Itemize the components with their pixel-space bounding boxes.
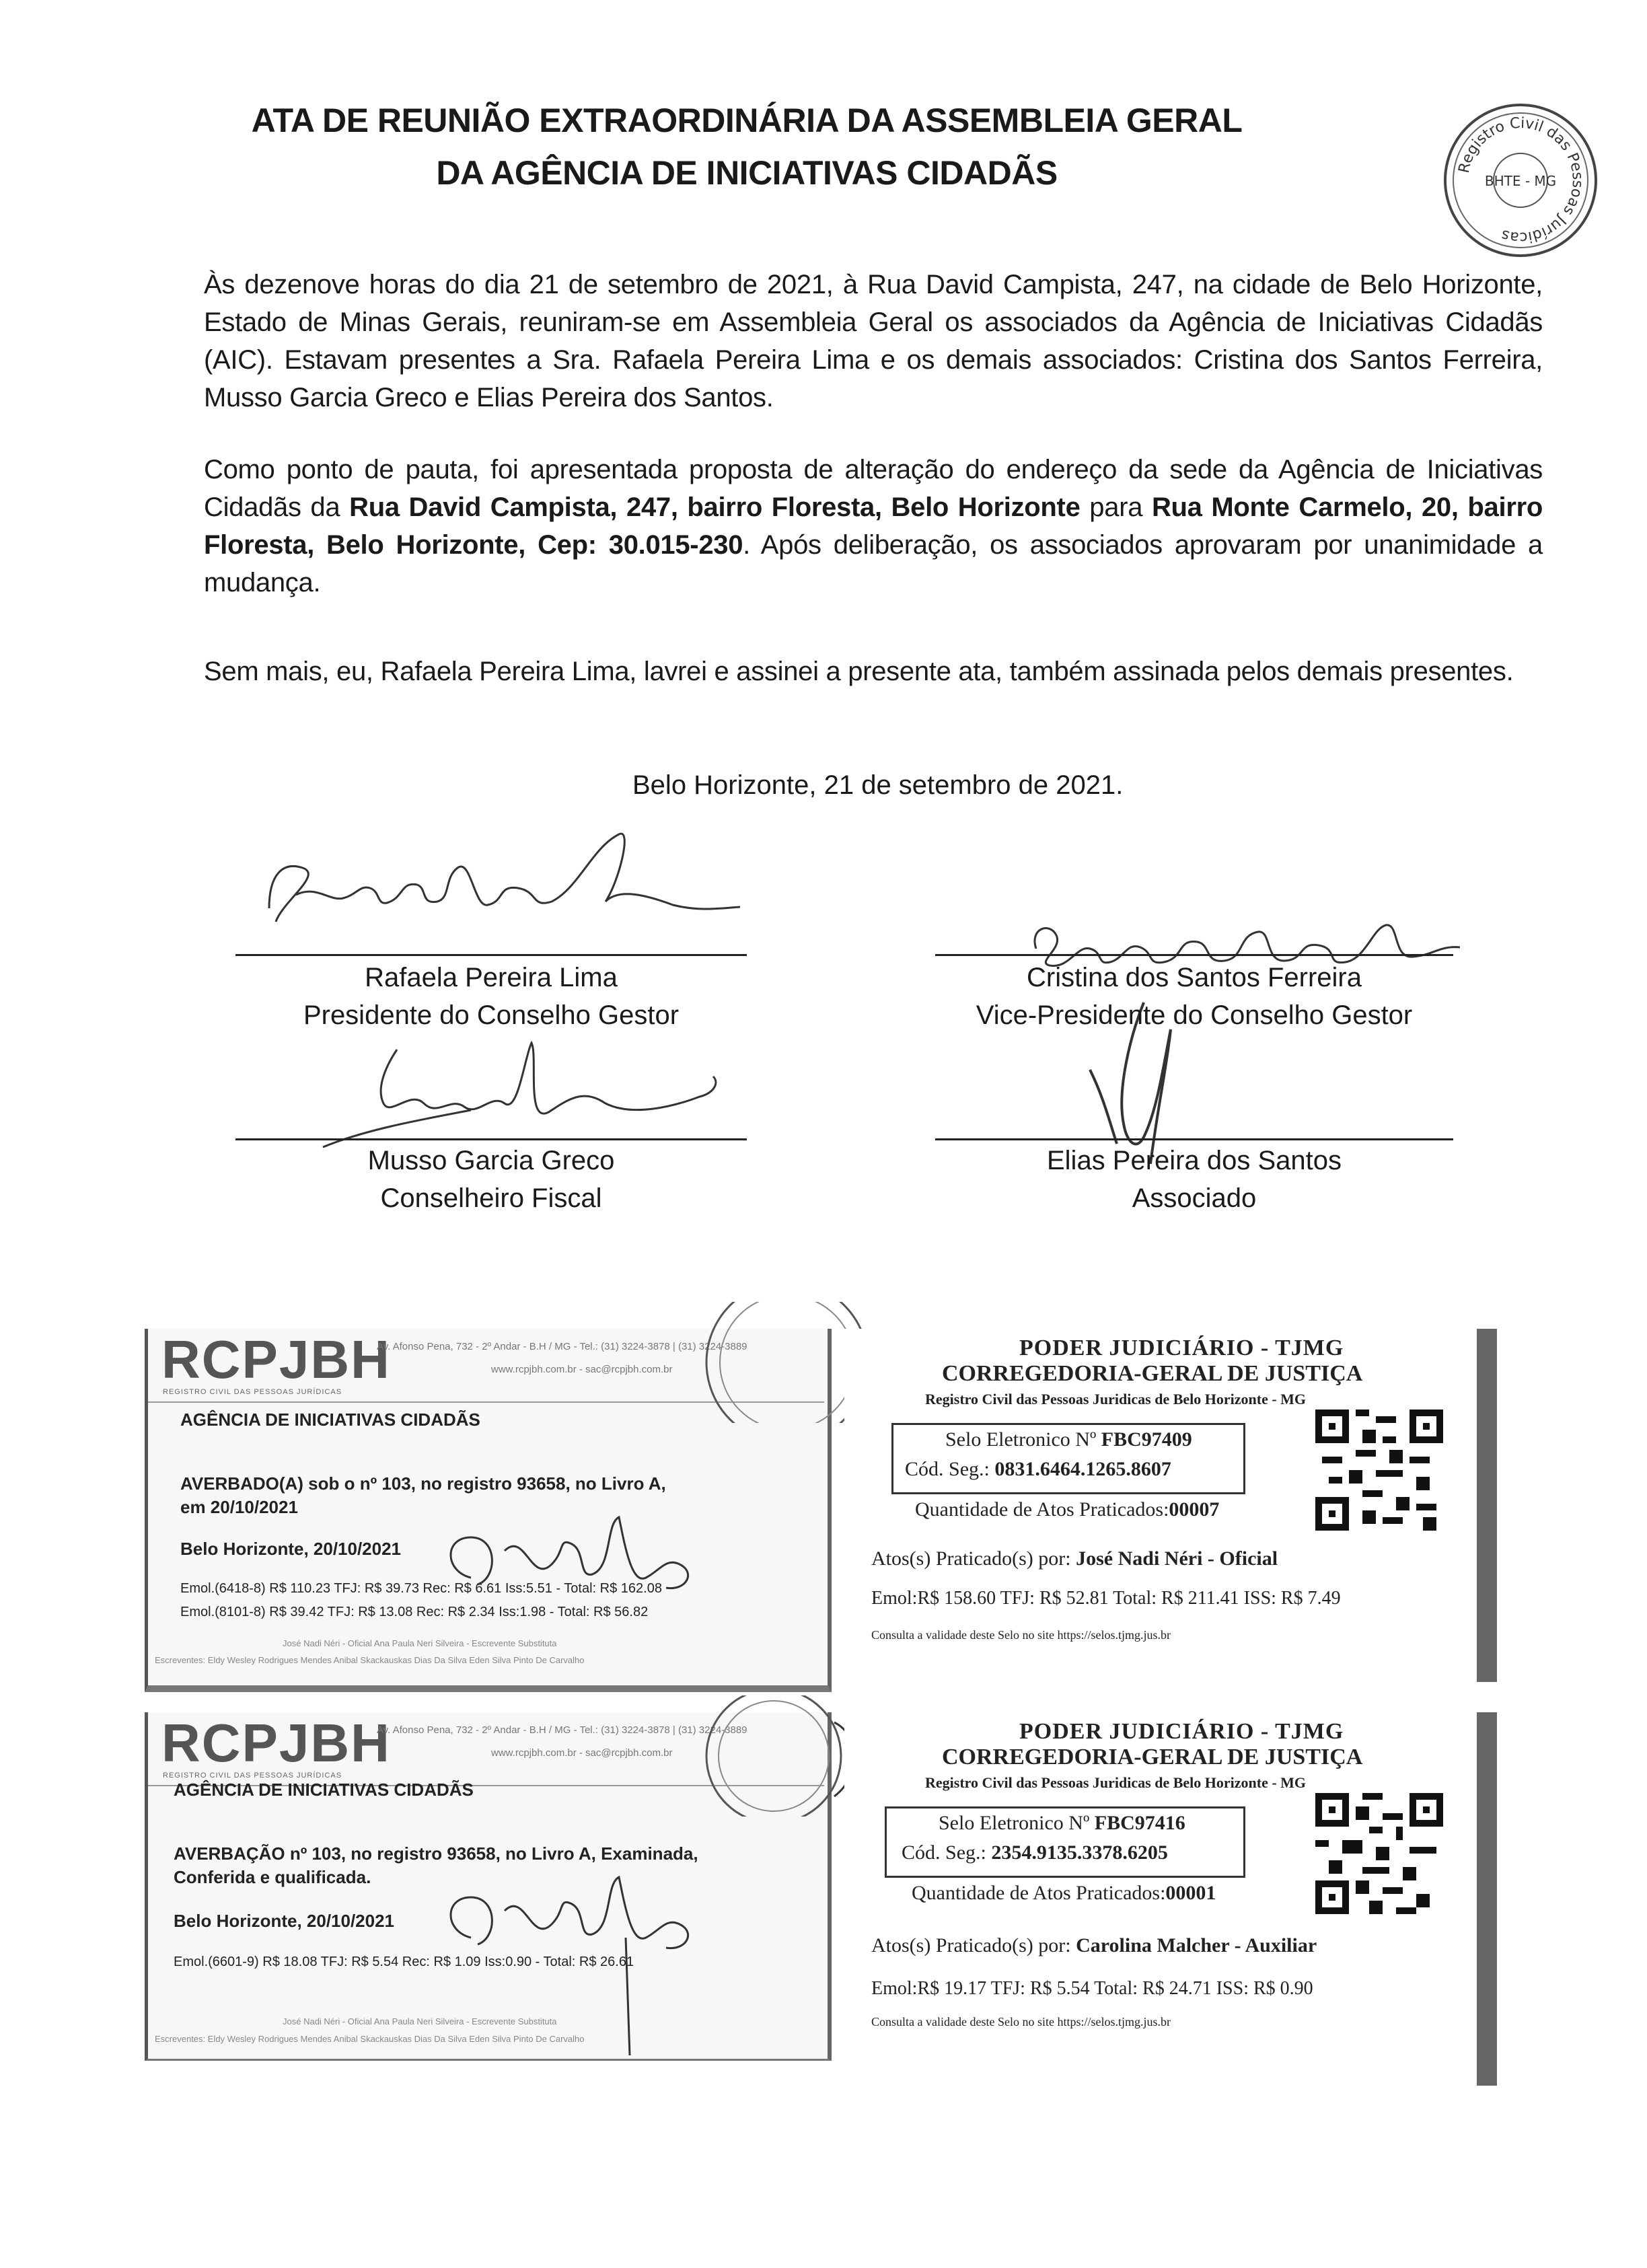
qtd-number: 00007 [1169,1498,1220,1521]
selo-line [945,1428,1192,1451]
cod-label: Cód. Seg.: [905,1458,990,1480]
selo-label: Selo Eletronico Nº [945,1428,1097,1451]
signatory-name: Cristina dos Santos Ferreira [1027,963,1362,992]
paragraph-closing: Sem mais, eu, Rafaela Pereira Lima, lavrei e assinei a presente ata, também assinada pelos demais presentes. [204,657,1514,686]
signatory-rafaela [235,959,747,1034]
rcpjbh-address: Av. Afonso Pena, 732 - 2º Andar - B.H / MG - Tel.: (31) 3224-3878 | (31) 3224-3889 [377,1341,747,1352]
tjmg-consulta: Consulta a validade deste Selo no site https://selos.tjmg.jus.br [871,2015,1171,2028]
document-title [202,94,1292,199]
stamp-staff-2: Escreventes: Eldy Wesley Rodrigues Mendes Anibal Skackauskas Dias Da Silva Eden Silva Pinto De Carvalho [155,1655,585,1665]
rcpjbh-logo: RCPJBH [161,1329,391,1389]
stamp-date: Belo Horizonte, 20/10/2021 [174,1911,395,1931]
registry-round-seal [1440,100,1601,261]
stamp-text-2: Conferida e qualificada. [174,1867,371,1887]
stamp-text-2: em 20/10/2021 [180,1497,298,1517]
stamp-date: Belo Horizonte, 20/10/2021 [180,1539,402,1559]
tjmg-seal-1 [844,1329,1497,1682]
agenda-text-3: . Após deliberação, os associados aprovaram por unanimidade a mudança. [204,530,1543,597]
tjmg-emol: Emol:R$ 158.60 TFJ: R$ 52.81 Total: R$ 211.41 ISS: R$ 7.49 [871,1588,1341,1609]
tjmg-subtitle: CORREGEDORIA-GERAL DE JUSTIÇA [942,1745,1363,1769]
atos-by: Carolina Malcher - Auxiliar [1076,1934,1317,1956]
tjmg-title: PODER JUDICIÁRIO - TJMG [1019,1719,1344,1744]
agenda-text-2: para [1080,492,1152,522]
signatory-role: Presidente do Conselho Gestor [303,1000,680,1030]
place-and-date: Belo Horizonte, 21 de setembro de 2021. [632,770,1124,800]
rcpjbh-logo-subtitle: REGISTRO CIVIL DAS PESSOAS JURÍDICAS [163,1771,342,1780]
tjmg-seal-2 [844,1712,1497,2086]
agenda-new-address: Rua Monte Carmelo, 20, bairro Floresta, Belo Horizonte, Cep: 30.015-230 [204,492,1543,560]
signature-rafaela [242,821,754,955]
tjmg-consulta: Consulta a validade deste Selo no site https://selos.tjmg.jus.br [871,1628,1171,1642]
cod-line [905,1458,1171,1481]
stamp-staff-2: Escreventes: Eldy Wesley Rodrigues Mendes Anibal Skackauskas Dias Da Silva Eden Silva Pinto De Carvalho [155,2034,585,2044]
stamp-text-1: AVERBAÇÃO nº 103, no registro 93658, no Livro A, Examinada, [174,1843,698,1864]
qtd-label: Quantidade de Atos Praticados: [912,1882,1166,1904]
qtd-number: 00001 [1165,1882,1216,1904]
rcpjbh-web: www.rcpjbh.com.br - sac@rcpjbh.com.br [491,1364,673,1375]
signatory-name: Musso Garcia Greco [367,1146,615,1175]
atos-line [871,1547,1278,1570]
selo-label: Selo Eletronico Nº [939,1812,1090,1834]
cod-number: 2354.9135.3378.6205 [991,1841,1168,1864]
signatory-cristina [935,959,1453,1034]
qr-code-icon [1315,1793,1443,1914]
selo-number: FBC97416 [1094,1812,1185,1834]
seal-center-text: BHTE - MG [1484,173,1557,189]
stamp-1-signature [431,1510,713,1605]
seal-ring-text: Registro Civil das Pessoas Jurídicas [1455,114,1586,246]
signatory-musso [235,1142,747,1217]
tjmg-registry: Registro Civil das Pessoas Juridicas de Belo Horizonte - MG [925,1774,1307,1791]
atos-by: José Nadi Néri - Oficial [1076,1547,1278,1570]
signature-line-cristina [935,954,1453,956]
stamp-staff-1: José Nadi Néri - Oficial Ana Paula Neri Silveira - Escrevente Substituta [283,2016,557,2026]
signatory-role: Vice-Presidente do Conselho Gestor [976,1000,1413,1030]
qtd-label: Quantidade de Atos Praticados: [915,1498,1169,1521]
rcpjbh-logo: RCPJBH [161,1713,391,1773]
stamp-emol-1: Emol.(6418-8) R$ 110.23 TFJ: R$ 39.73 Rec: R$ 6.61 Iss:5.51 - Total: R$ 162.08 [180,1581,662,1596]
rcpjbh-logo-subtitle: REGISTRO CIVIL DAS PESSOAS JURÍDICAS [163,1388,342,1396]
signatory-role: Conselheiro Fiscal [380,1183,602,1213]
signatory-name: Rafaela Pereira Lima [365,963,618,992]
cod-number: 0831.6464.1265.8607 [994,1458,1171,1480]
atos-line [871,1934,1317,1957]
qtd-line [912,1882,1216,1905]
agenda-text-1: Como ponto de pauta, foi apresentada proposta de alteração do endereço da sede da Agência de Iniciativas Cidadãs da [204,455,1543,522]
title-line-1: ATA DE REUNIÃO EXTRAORDINÁRIA DA ASSEMBLEIA GERAL [251,102,1243,139]
tjmg-subtitle: CORREGEDORIA-GERAL DE JUSTIÇA [942,1361,1363,1386]
cod-label: Cód. Seg.: [902,1841,986,1864]
signature-line-elias [935,1138,1453,1140]
selo-number: FBC97409 [1101,1428,1192,1451]
atos-label: Atos(s) Praticado(s) por: [871,1547,1071,1570]
stamp-2-signature [431,1870,713,2059]
stamp-staff-1: José Nadi Néri - Oficial Ana Paula Neri Silveira - Escrevente Substituta [283,1638,557,1648]
stamp-entity: AGÊNCIA DE INICIATIVAS CIDADÃS [174,1780,474,1800]
rcpjbh-web: www.rcpjbh.com.br - sac@rcpjbh.com.br [491,1747,673,1759]
tjmg-emol: Emol:R$ 19.17 TFJ: R$ 5.54 Total: R$ 24.71 ISS: R$ 0.90 [871,1978,1313,1999]
stamp-entity: AGÊNCIA DE INICIATIVAS CIDADÃS [180,1410,480,1430]
signatory-name: Elias Pereira dos Santos [1046,1146,1342,1175]
signatory-elias [935,1142,1453,1217]
rcpjbh-address: Av. Afonso Pena, 732 - 2º Andar - B.H / MG - Tel.: (31) 3224-3878 | (31) 3224-3889 [377,1724,747,1736]
stamp-emol-2: Emol.(8101-8) R$ 39.42 TFJ: R$ 13.08 Rec: R$ 2.34 Iss:1.98 - Total: R$ 56.82 [180,1605,649,1619]
signature-line-musso [235,1138,747,1140]
atos-label: Atos(s) Praticado(s) por: [871,1934,1071,1956]
title-line-2: DA AGÊNCIA DE INICIATIVAS CIDADÃS [436,154,1058,192]
agenda-old-address: Rua David Campista, 247, bairro Floresta, Belo Horizonte [349,492,1081,522]
paragraph-opening: Às dezenove horas do dia 21 de setembro de 2021, à Rua David Campista, 247, na cidade de Belo Horizonte, Estado de Minas Gerais, reuniram-se em Assembleia Geral os associados da Agência de Iniciativas Cidadãs (AIC). Estavam presentes a Sra. Rafaela Pereira Lima e os demais associados: Cristina dos Santos Ferreira, Musso Garcia Greco e Elias Pereira dos Santos. [204,270,1543,412]
qtd-line [915,1498,1219,1521]
tjmg-registry: Registro Civil das Pessoas Juridicas de Belo Horizonte - MG [925,1391,1307,1407]
cod-line [902,1841,1168,1864]
signatory-role: Associado [1132,1183,1257,1213]
stamp-text-1: AVERBADO(A) sob o nº 103, no registro 93658, no Livro A, [180,1473,666,1494]
tjmg-title: PODER JUDICIÁRIO - TJMG [1019,1336,1344,1360]
paragraph-agenda [204,451,1543,601]
selo-line [939,1812,1185,1835]
stamp-emol-1: Emol.(6601-9) R$ 18.08 TFJ: R$ 5.54 Rec: R$ 1.09 Iss:0.90 - Total: R$ 26.61 [174,1954,634,1969]
qr-code-icon [1315,1410,1443,1531]
signature-line-rafaela [235,954,747,956]
